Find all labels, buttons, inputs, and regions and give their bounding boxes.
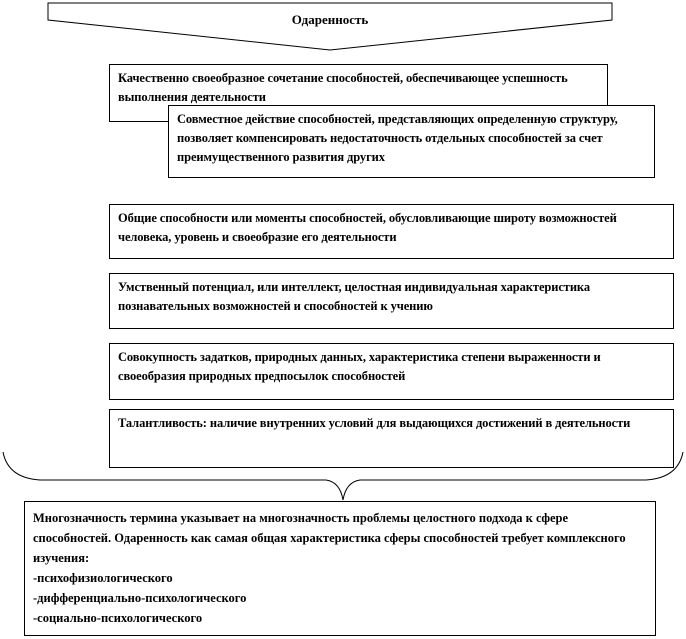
- definition-box-4: [109, 273, 674, 329]
- definition-box-6: [109, 409, 674, 468]
- definition-text-2: Совместное действие способностей, представляющих определенную структуру, позволяет компенсировать недостаточность отдельных способностей за счет преимущественного развития других: [177, 112, 618, 164]
- definition-box-2: [168, 105, 655, 178]
- definition-text-5: Совокупность задатков, природных данных, характеристика степени выраженности и своеобразия природных предпосылок способностей: [118, 350, 601, 383]
- conclusion-item-2: -дифференциально-психологического: [33, 591, 247, 605]
- definition-text-1: Качественно своеобразное сочетание способностей, обеспечивающее успешность выполнения деятельности: [118, 71, 568, 104]
- conclusion-text: Многозначность термина указывает на многозначность проблемы целостного подхода к сфере способностей. Одаренность как самая общая характеристика сферы способностей требует комплексного изучения:: [33, 511, 626, 565]
- definition-box-3: [109, 204, 674, 259]
- conclusion-item-3: -социально-психологического: [33, 611, 203, 625]
- definition-box-5: [109, 343, 674, 400]
- diagram-title: Одаренность: [291, 12, 369, 27]
- definition-text-4: Умственный потенциал, или интеллект, целостная индивидуальная характеристика познавательных возможностей и способностей к учению: [118, 280, 590, 313]
- conclusion-item-1: -психофизиологического: [33, 571, 173, 585]
- definition-text-3: Общие способности или моменты способностей, обусловливающие широту возможностей человека, уровень и своеобразие его деятельности: [118, 211, 617, 244]
- definition-text-6: Талантливость: наличие внутренних условий для выдающихся достижений в деятельности: [118, 416, 631, 430]
- conclusion-box: [24, 501, 656, 636]
